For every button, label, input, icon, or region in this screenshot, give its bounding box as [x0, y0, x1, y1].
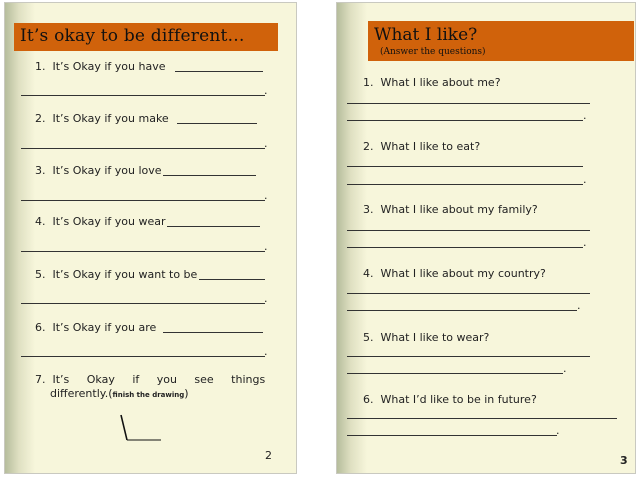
- right-question-5: 5. What I like to wear?: [363, 331, 490, 344]
- answer-line-6b[interactable]: [21, 356, 265, 357]
- right-answer-5b[interactable]: [347, 373, 563, 374]
- partial-drawing[interactable]: [117, 411, 167, 445]
- left-title-banner: [14, 23, 278, 51]
- right-title-banner: [368, 21, 634, 61]
- answer-line-3a[interactable]: [163, 175, 256, 176]
- right-question-1: 1. What I like about me?: [363, 76, 501, 89]
- answer-line-3b[interactable]: [21, 200, 265, 201]
- answer-line-4a[interactable]: [167, 226, 260, 227]
- right-answer-6b[interactable]: [347, 435, 557, 436]
- right-answer-1a[interactable]: [347, 103, 590, 104]
- answer-line-1a[interactable]: [175, 71, 263, 72]
- right-page-title: What I like?: [374, 25, 478, 45]
- left-question-1: 1. It’s Okay if you have: [35, 60, 166, 73]
- left-question-4: 4. It’s Okay if you wear: [35, 215, 166, 228]
- answer-line-1b[interactable]: [21, 95, 265, 96]
- left-question-5: 5. It’s Okay if you want to be: [35, 268, 198, 281]
- right-page-subtitle: (Answer the questions): [380, 47, 486, 57]
- right-answer-3a[interactable]: [347, 230, 590, 231]
- right-answer-2b[interactable]: [347, 184, 583, 185]
- right-answer-1b[interactable]: [347, 120, 583, 121]
- answer-line-6a[interactable]: [163, 332, 263, 333]
- left-page-title: It’s okay to be different…: [20, 26, 245, 46]
- right-answer-4b[interactable]: [347, 310, 577, 311]
- right-answer-6a[interactable]: [347, 418, 617, 419]
- right-page: What I like? (Answer the questions) 1. What I like about me? . 2. What I like to eat? . 3. What I like about my family? . 4. What I like about my country? . 5. What I like to wear? . 6. What I’d like to be in future? . 3: [336, 2, 636, 474]
- right-answer-5a[interactable]: [347, 356, 590, 357]
- left-page: It’s okay to be different… 1. It’s Okay if you have . 2. It’s Okay if you make . 3. It’s Okay if you love . 4. It’s Okay if you wear . 5. It’s Okay if you want to be . 6. It’s Okay if you are . 7. It’s Okay if you see things differently.(finish the drawing) 2: [4, 2, 297, 474]
- answer-line-4b[interactable]: [21, 251, 265, 252]
- right-answer-4a[interactable]: [347, 293, 590, 294]
- left-question-7: 7. It’s Okay if you see things: [35, 373, 266, 386]
- left-question-7-cont: differently.(finish the drawing): [50, 387, 189, 400]
- page-number-right: 3: [620, 454, 628, 467]
- left-question-6: 6. It’s Okay if you are: [35, 321, 157, 334]
- answer-line-5a[interactable]: [199, 279, 265, 280]
- right-answer-3b[interactable]: [347, 247, 583, 248]
- left-question-3: 3. It’s Okay if you love: [35, 164, 162, 177]
- page-number-left: 2: [265, 449, 272, 462]
- right-question-3: 3. What I like about my family?: [363, 203, 538, 216]
- right-answer-2a[interactable]: [347, 166, 583, 167]
- left-question-2: 2. It’s Okay if you make: [35, 112, 169, 125]
- finish-drawing-note: finish the drawing: [112, 391, 185, 399]
- right-question-4: 4. What I like about my country?: [363, 267, 546, 280]
- answer-line-2b[interactable]: [21, 148, 265, 149]
- right-question-6: 6. What I’d like to be in future?: [363, 393, 537, 406]
- answer-line-5b[interactable]: [21, 303, 265, 304]
- answer-line-2a[interactable]: [177, 123, 257, 124]
- right-question-2: 2. What I like to eat?: [363, 140, 481, 153]
